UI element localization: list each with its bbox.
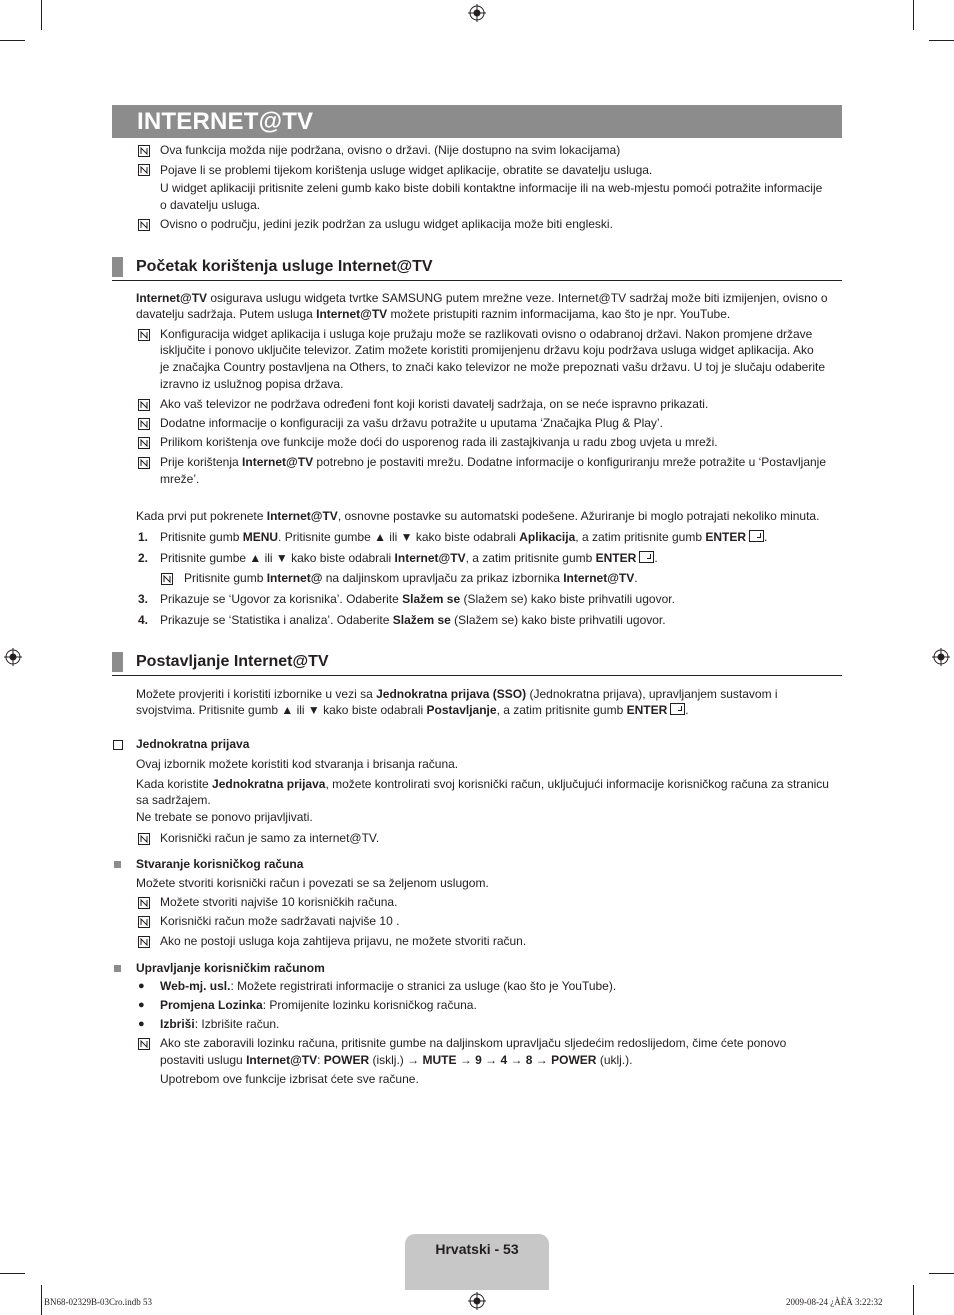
- section1-note-2: Ako vaš televizor ne podržava određeni font koji koristi davatelj sadržaja, on se neće ispravno prikazati.: [160, 397, 709, 411]
- note-icon: [138, 897, 150, 909]
- crop-mark: [913, 1285, 914, 1315]
- step-number: 3.: [138, 592, 149, 606]
- note-icon: [138, 219, 150, 231]
- crop-mark: [929, 1273, 954, 1274]
- manage-account-heading: Upravljanje korisničkim računom: [136, 961, 325, 975]
- section1-paragraph-2: Kada prvi put pokrenete Internet@TV, osnovne postavke su automatski podešene. Ažuriranje bi moglo potrajati nekoliko minuta.: [136, 509, 820, 523]
- step-1: Pritisnite gumb MENU. Pritisnite gumbe ▲ ili ▼ kako biste odabrali Aplikacija, a zatim pritisnite gumb ENTER .: [160, 530, 768, 544]
- bullet-dot-icon: ●: [138, 980, 145, 992]
- section1-note-1-line2: isključite i ponovo uključite televizor. Zatim možete koristiti promijenjenu državu koju podržava usluga widget aplikacija. Ako: [160, 343, 814, 357]
- note-icon: [138, 418, 150, 430]
- section1-note-5: Prije korištenja Internet@TV potrebno je postaviti mrežu. Dodatne informacije o konfiguriranju mreže potražite u ‘Postavljanje: [160, 455, 827, 469]
- intro-note-2-line3: o davatelju usluga.: [160, 198, 261, 212]
- square-bullet-icon: [114, 965, 121, 972]
- sso-line-2: Kada koristite Jednokratna prijava, možete kontrolirati svoj korisnički račun, uključujući informacije korisničkog računa za stranicu: [136, 777, 829, 791]
- create-note-3: Ako ne postoji usluga koja zahtijeva prijavu, ne možete stvoriti račun.: [160, 934, 527, 948]
- note-icon: [138, 399, 150, 411]
- step-2: Pritisnite gumbe ▲ ili ▼ kako biste odabrali Internet@TV, a zatim pritisnite gumb ENTER .: [160, 551, 658, 565]
- step-3: Prikazuje se ‘Ugovor za korisnika’. Odaberite Slažem se (Slažem se) kako biste prihvatili ugovor.: [160, 592, 675, 606]
- manage-bullet-3: Izbriši: Izbrišite račun.: [160, 1017, 280, 1031]
- note-icon: [138, 1038, 150, 1050]
- registration-mark-icon: [468, 1292, 486, 1310]
- intro-note-2-line2: U widget aplikaciji pritisnite zeleni gumb kako biste dobili kontaktne informacije ili na web-mjestu pomoći potražite informacije: [160, 181, 823, 195]
- note-icon: [138, 329, 150, 341]
- step-2-note: Pritisnite gumb Internet@ na daljinskom upravljaču za prikaz izbornika Internet@TV.: [184, 571, 638, 585]
- section-marker: [112, 257, 123, 277]
- intro-note-1: Ova funkcija možda nije podržana, ovisno o državi. (Nije dostupno na svim lokacijama): [160, 143, 621, 157]
- section1-paragraph-1: Internet@TV osigurava uslugu widgeta tvrtke SAMSUNG putem mrežne veze. Internet@TV sadržaj može biti izmijenjen, ovisno o: [136, 291, 828, 305]
- note-icon: [161, 573, 173, 585]
- note-icon: [138, 457, 150, 469]
- section-heading-2: [112, 651, 842, 676]
- manage-bullet-2: Promjena Lozinka: Promijenite lozinku korisničkog računa.: [160, 998, 477, 1012]
- crop-mark: [41, 1285, 42, 1315]
- bullet-dot-icon: ●: [138, 1018, 145, 1030]
- note-icon: [138, 833, 150, 845]
- enter-icon: [670, 703, 685, 715]
- crop-mark: [41, 0, 42, 30]
- crop-mark: [0, 40, 25, 41]
- create-account-heading: Stvaranje korisničkog računa: [136, 857, 304, 871]
- page-title-bar: [112, 105, 842, 138]
- section-title: Početak korištenja usluge Internet@TV: [136, 258, 433, 275]
- enter-icon: [749, 530, 764, 542]
- step-number: 1.: [138, 530, 149, 544]
- registration-mark-icon: [468, 4, 486, 22]
- page-title: INTERNET@TV: [137, 108, 314, 135]
- section1-note-3: Dodatne informacije o konfiguraciji za vašu državu potražite u uputama ‘Značajka Plug & Play’.: [160, 416, 663, 430]
- sso-note: Korisnički račun je samo za internet@TV.: [160, 831, 380, 845]
- sso-line-3: sa sadržajem.: [136, 793, 211, 807]
- section1-paragraph-1-line2: davatelju sadržaja. Putem usluga Internet@TV možete pristupiti raznim informacijama, kao što je npr. YouTube.: [136, 307, 731, 321]
- section2-paragraph-1-line2: svojstvima. Pritisnite gumb ▲ ili ▼ kako biste odabrali Postavljanje, a zatim pritisnite gumb ENTER .: [136, 703, 689, 717]
- section1-note-1-line4: izravno iz uslužnog popisa država.: [160, 377, 344, 391]
- section2-paragraph-1: Možete provjeriti i koristiti izbornike u vezi sa Jednokratna prijava (SSO) (Jednokratna prijava), upravljanjem sustavom i: [136, 687, 778, 701]
- manage-note-line-2: postaviti uslugu Internet@TV: POWER (isklj.) → MUTE → 9 → 4 → 8 → POWER (uklj.).: [160, 1053, 633, 1067]
- create-note-2: Korisnički račun može sadržavati najviše 10 .: [160, 914, 400, 928]
- intro-note-2: Pojave li se problemi tijekom korištenja usluge widget aplikacije, obratite se davatelju usluga.: [160, 163, 653, 177]
- section-title: Postavljanje Internet@TV: [136, 653, 329, 670]
- enter-icon: [639, 551, 654, 563]
- section-heading-1: [112, 256, 842, 281]
- square-bullet-icon: [114, 861, 121, 868]
- crop-mark: [913, 0, 914, 30]
- checkbox-bullet-icon: [113, 740, 123, 750]
- section1-note-1-line3: je značajka Country postavljena na Others, to znači kako televizor ne može prepoznati vašu državu. U toj je slučaju odaberite: [160, 360, 826, 374]
- step-number: 4.: [138, 613, 149, 627]
- registration-mark-icon: [932, 648, 950, 666]
- note-icon: [138, 936, 150, 948]
- sso-line-4: Ne trebate se ponovo prijavljivati.: [136, 810, 313, 824]
- create-account-line: Možete stvoriti korisnički račun i povezati se sa željenom uslugom.: [136, 876, 489, 890]
- note-icon: [138, 164, 150, 176]
- step-number: 2.: [138, 551, 149, 565]
- print-timestamp: 2009-08-24 ¿ÀÈÄ 3:22:32: [786, 1297, 883, 1307]
- section1-note-1: Konfiguracija widget aplikacija i usluga koje pružaju može se razlikovati ovisno o odabranoj državi. Nakon promjene države: [160, 327, 813, 341]
- registration-mark-icon: [4, 648, 22, 666]
- sso-line-1: Ovaj izbornik možete koristiti kod stvaranja i brisanja računa.: [136, 757, 459, 771]
- bullet-dot-icon: ●: [138, 999, 145, 1011]
- manage-note-line-1: Ako ste zaboravili lozinku računa, pritisnite gumbe na daljinskom upravljaču sljedećim redoslijedom, čime ćete ponovo: [160, 1036, 787, 1050]
- file-name: BN68-02329B-03Cro.indb 53: [44, 1297, 152, 1307]
- crop-mark: [929, 40, 954, 41]
- intro-note-3: Ovisno o području, jedini jezik podržan za uslugu widget aplikacija može biti engleski.: [160, 217, 613, 231]
- manage-bullet-1: Web-mj. usl.: Možete registrirati informacije o stranici za usluge (kao što je YouTube).: [160, 979, 617, 993]
- note-icon: [138, 145, 150, 157]
- page-number: Hrvatski - 53: [435, 1241, 519, 1257]
- page-number-tab: [405, 1234, 549, 1290]
- sso-heading: Jednokratna prijava: [136, 737, 250, 751]
- section1-note-5-line2: mreže’.: [160, 472, 200, 486]
- step-4: Prikazuje se ‘Statistika i analiza’. Odaberite Slažem se (Slažem se) kako biste prihvatili ugovor.: [160, 613, 666, 627]
- manage-note-line-3: Upotrebom ove funkcije izbrisat ćete sve račune.: [160, 1072, 419, 1086]
- crop-mark: [0, 1273, 25, 1274]
- section1-note-4: Prilikom korištenja ove funkcije može doći do usporenog rada ili zastajkivanja u radu zbog uvjeta u mreži.: [160, 435, 718, 449]
- note-icon: [138, 916, 150, 928]
- note-icon: [138, 437, 150, 449]
- create-note-1: Možete stvoriti najviše 10 korisničkih računa.: [160, 895, 398, 909]
- section-marker: [112, 652, 123, 672]
